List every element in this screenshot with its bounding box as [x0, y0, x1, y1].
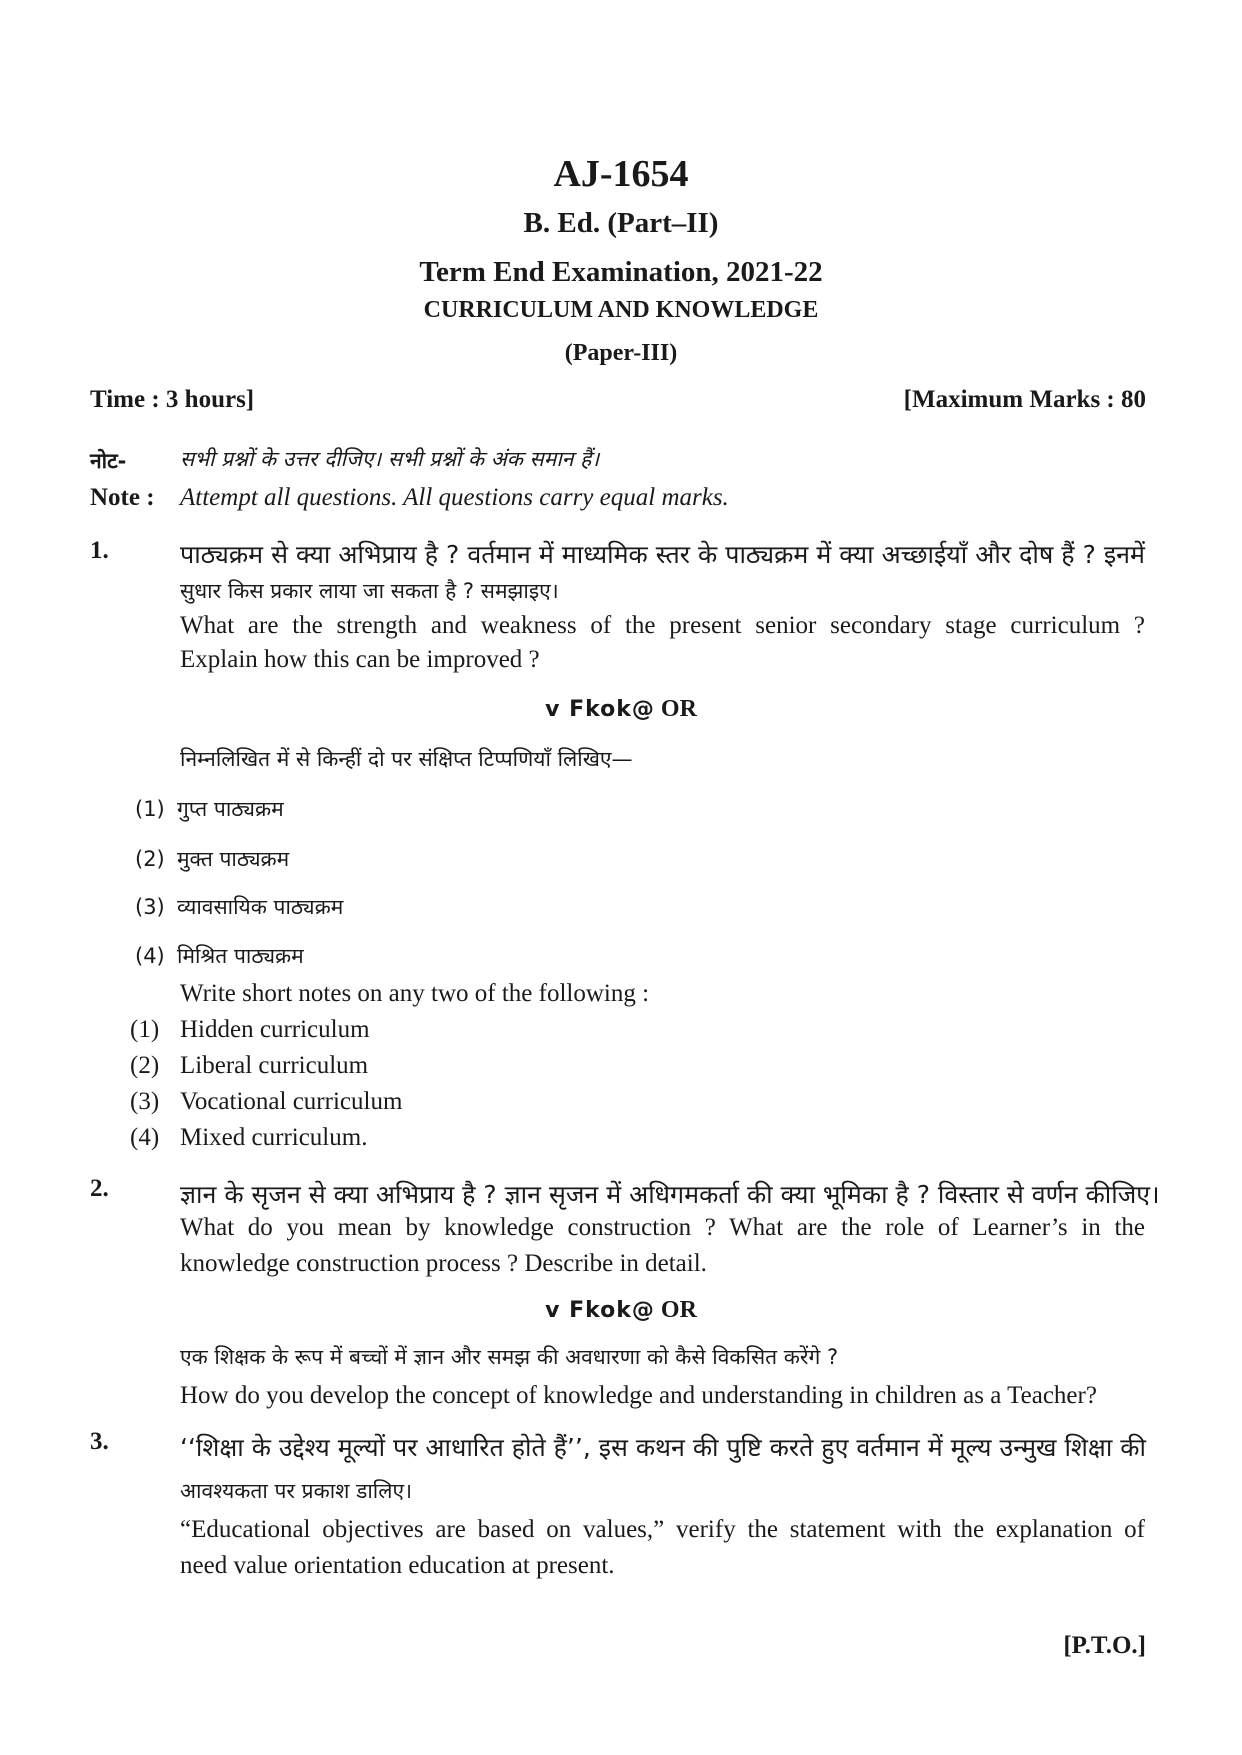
maximum-marks: [Maximum Marks : 80 — [903, 386, 1146, 413]
question-3-number: 3. — [90, 1428, 109, 1455]
question-2-alt-hi: एक शिक्षक के रूप में बच्चों में ज्ञान और समझ की अवधारणा को कैसे विकसित करेंगे ? — [180, 1345, 839, 1369]
list-item — [130, 1088, 402, 1116]
question-3-en-line-1: “Educational objectives are based on values,” verify the statement with the explanation of — [180, 1516, 1145, 1543]
question-1-number: 1. — [90, 537, 109, 564]
list-item-number: (4) — [135, 944, 165, 968]
note-en-text: Attempt all questions. All questions carry equal marks. — [180, 484, 729, 511]
list-item-text: Vocational curriculum — [180, 1088, 403, 1115]
list-item-text: गुप्त पाठ्यक्रम — [177, 797, 284, 821]
list-item — [130, 1052, 368, 1080]
list-item — [135, 893, 343, 921]
question-3-en-line-2: need value orientation education at present. — [180, 1552, 615, 1579]
paper-number: (Paper-III) — [564, 340, 678, 366]
list-item-number: (3) — [135, 895, 165, 919]
list-item — [130, 1016, 370, 1044]
note-hi-text: सभी प्रश्नों के उत्तर दीजिए। सभी प्रश्नों के अंक समान हैं। — [180, 447, 600, 471]
list-item-number: (4) — [130, 1124, 160, 1151]
list-item — [135, 845, 289, 873]
or-separator-2 — [0, 1297, 1242, 1324]
course-title: B. Ed. (Part–II) — [523, 207, 719, 239]
question-1-en-line-2: Explain how this can be improved ? — [180, 646, 540, 673]
time-allowed: Time : 3 hours] — [90, 386, 255, 413]
question-1-alt-hi: निम्नलिखित में से किन्हीं दो पर संक्षिप्त टिप्पणियाँ लिखिए— — [180, 747, 633, 771]
question-2-alt-en: How do you develop the concept of knowledge and understanding in children as a Teacher? — [180, 1382, 1097, 1409]
question-1-hi-line-2: सुधार किस प्रकार लाया जा सकता है ? समझाइए। — [180, 579, 559, 603]
or-hindi-glyph: v Fkok@ — [545, 697, 655, 722]
list-item-text: Liberal curriculum — [180, 1052, 369, 1079]
list-item-text: Mixed curriculum. — [180, 1124, 368, 1151]
or-text: OR — [660, 1297, 697, 1323]
list-item — [135, 942, 304, 970]
or-text: OR — [660, 696, 697, 722]
list-item-number: (3) — [130, 1088, 160, 1115]
question-3-hi-line-1: ‘‘शिक्षा के उद्देश्य मूल्यों पर आधारित होते हैं’’, इस कथन की पुष्टि करते हुए वर्तमान में मूल्य उन्मुख शिक्षा की — [180, 1433, 1146, 1462]
question-3-hi-line-2: आवश्यकता पर प्रकाश डालिए। — [180, 1479, 413, 1503]
list-item-number: (1) — [135, 797, 165, 821]
question-2-number: 2. — [90, 1175, 109, 1202]
list-item-text: Hidden curriculum — [180, 1016, 370, 1043]
list-item — [135, 795, 284, 823]
list-item-text: मुक्त पाठ्यक्रम — [177, 847, 290, 871]
question-2-en-line-1: What do you mean by knowledge construction ? What are the role of Learner’s in the — [180, 1214, 1145, 1241]
list-item-number: (2) — [130, 1052, 160, 1079]
or-separator-1 — [0, 696, 1242, 723]
note-hi-label: नोट- — [90, 449, 127, 473]
question-1-alt-en: Write short notes on any two of the following : — [180, 980, 650, 1007]
list-item-number: (1) — [130, 1016, 160, 1043]
list-item-text: व्यावसायिक पाठ्यक्रम — [177, 895, 344, 919]
page-turn-over: [P.T.O.] — [1063, 1632, 1146, 1659]
paper-code: AJ-1654 — [553, 153, 689, 195]
or-hindi-glyph: v Fkok@ — [545, 1298, 655, 1323]
list-item — [130, 1124, 367, 1152]
list-item-text: मिश्रित पाठ्यक्रम — [177, 944, 304, 968]
question-1-en-line-1: What are the strength and weakness of the present senior secondary stage curriculum ? — [180, 612, 1145, 639]
list-item-number: (2) — [135, 847, 165, 871]
question-2-hi-line-1: ज्ञान के सृजन से क्या अभिप्राय है ? ज्ञान सृजन में अधिगमकर्ता की क्या भूमिका है ? विस्तार से वर्णन कीजिए। — [180, 1180, 1160, 1209]
question-1-hi-line-1: पाठ्यक्रम से क्या अभिप्राय है ? वर्तमान में माध्यमिक स्तर के पाठ्यक्रम में क्या अच्छाईयाँ और दोष हैं ? इनमें — [180, 540, 1145, 569]
subject-title: CURRICULUM AND KNOWLEDGE — [423, 297, 819, 323]
note-en-label: Note : — [90, 484, 155, 511]
question-2-en-line-2: knowledge construction process ? Describe in detail. — [180, 1250, 707, 1277]
exam-title: Term End Examination, 2021-22 — [419, 256, 823, 288]
